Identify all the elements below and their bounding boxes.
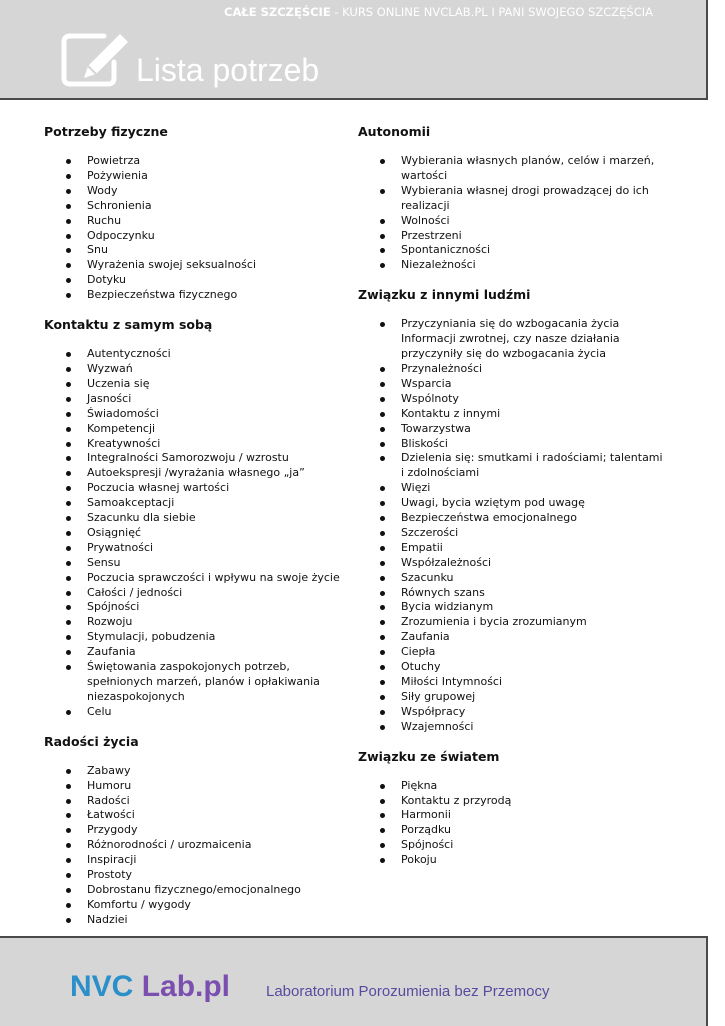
list-item: Spójności: [44, 600, 354, 615]
list-item: Prywatności: [44, 541, 354, 556]
list-item: Wzajemności: [358, 720, 668, 735]
list-item: Integralności Samorozwoju / wzrostu: [44, 451, 354, 466]
list-item: Spójności: [358, 838, 668, 853]
list-item: Dotyku: [44, 273, 354, 288]
list-item: Wyzwań: [44, 362, 354, 377]
header-course-text: - KURS ONLINE NVCLAB.PL I PANI SWOJEGO SZCZĘŚCIA: [330, 5, 654, 19]
needs-list: [358, 317, 668, 734]
list-item: Przestrzeni: [358, 229, 668, 244]
header-course-line: [224, 5, 653, 19]
list-item: Kompetencji: [44, 422, 354, 437]
list-item: Otuchy: [358, 660, 668, 675]
list-item: Rozwoju: [44, 615, 354, 630]
needs-list: [358, 779, 668, 868]
list-item: Różnorodności / urozmaicenia: [44, 838, 354, 853]
list-item: Poczucia sprawczości i wpływu na swoje życie: [44, 571, 354, 586]
list-item: Samoakceptacji: [44, 496, 354, 511]
list-item: Radości: [44, 794, 354, 809]
page-footer: [0, 936, 708, 1026]
section-title: Związku z innymi ludźmi: [358, 287, 531, 303]
list-item: Odpoczynku: [44, 229, 354, 244]
list-item: Komfortu / wygody: [44, 898, 354, 913]
list-item: Wybierania własnych planów, celów i marzeń, wartości: [358, 154, 668, 184]
list-item: Inspiracji: [44, 853, 354, 868]
list-item: Empatii: [358, 541, 668, 556]
list-item: Całości / jedności: [44, 586, 354, 601]
list-item: Zabawy: [44, 764, 354, 779]
right-column: [358, 124, 668, 882]
list-item: Zaufania: [358, 630, 668, 645]
section-title: Kontaktu z samym sobą: [44, 317, 213, 333]
list-item: Pokoju: [358, 853, 668, 868]
list-item: Wolności: [358, 214, 668, 229]
list-item: Wsparcia: [358, 377, 668, 392]
section-self-connection: [44, 317, 354, 720]
page-title: Lista potrzeb: [136, 52, 320, 88]
list-item: Ruchu: [44, 214, 354, 229]
list-item: Uczenia się: [44, 377, 354, 392]
list-item: Wspólnoty: [358, 392, 668, 407]
list-item: Łatwości: [44, 808, 354, 823]
list-item: Wody: [44, 184, 354, 199]
logo-part-nvc: NVC: [70, 970, 142, 1003]
list-item: Szczerości: [358, 526, 668, 541]
list-item: Przygody: [44, 823, 354, 838]
list-item: Wybierania własnej drogi prowadzącej do ich realizacji: [358, 184, 668, 214]
list-item: Równych szans: [358, 586, 668, 601]
list-item: Wyrażenia swojej seksualności: [44, 258, 354, 273]
list-item: Przyczyniania się do wzbogacania życia Informacji zwrotnej, czy nasze działania przyczyniły się do wzbogacania życia: [358, 317, 668, 362]
section-joy-of-life: [44, 734, 354, 928]
list-item: Współzależności: [358, 556, 668, 571]
section-title: Związku ze światem: [358, 748, 500, 764]
section-physical: [44, 124, 354, 303]
list-item: Bezpieczeństwa fizycznego: [44, 288, 354, 303]
list-item: Więzi: [358, 481, 668, 496]
list-item: Bezpieczeństwa emocjonalnego: [358, 511, 668, 526]
header-brand: CAŁE SZCZĘŚCIE: [224, 5, 331, 19]
needs-list: [44, 764, 354, 928]
list-item: Celu: [44, 705, 354, 720]
list-item: Kontaktu z przyrodą: [358, 794, 668, 809]
list-item: Świętowania zaspokojonych potrzeb, spełnionych marzeń, planów i opłakiwania niezaspokojonych: [44, 660, 354, 705]
list-item: Piękna: [358, 779, 668, 794]
list-item: Pożywienia: [44, 169, 354, 184]
list-item: Sensu: [44, 556, 354, 571]
list-item: Uwagi, bycia wziętym pod uwagę: [358, 496, 668, 511]
list-item: Autoekspresji /wyrażania własnego „ja”: [44, 466, 354, 481]
needs-list: [358, 154, 668, 273]
list-item: Poczucia własnej wartości: [44, 481, 354, 496]
list-item: Stymulacji, pobudzenia: [44, 630, 354, 645]
list-item: Bycia widzianym: [358, 600, 668, 615]
list-item: Dzielenia się: smutkami i radościami; talentami i zdolnościami: [358, 451, 668, 481]
list-item: Autentyczności: [44, 347, 354, 362]
list-item: Towarzystwa: [358, 422, 668, 437]
needs-list: [44, 154, 354, 303]
section-title: Autonomii: [358, 124, 431, 139]
list-item: Miłości Intymności: [358, 675, 668, 690]
page-header: [0, 0, 708, 100]
list-item: Niezależności: [358, 258, 668, 273]
list-item: Zaufania: [44, 645, 354, 660]
list-item: Świadomości: [44, 407, 354, 422]
list-item: Kontaktu z innymi: [358, 407, 668, 422]
list-item: Ciepła: [358, 645, 668, 660]
footer-tagline: Laboratorium Porozumienia bez Przemocy: [266, 983, 550, 1000]
list-item: Siły grupowej: [358, 690, 668, 705]
needs-list: [44, 347, 354, 720]
list-item: Dobrostanu fizycznego/emocjonalnego: [44, 883, 354, 898]
list-item: Szacunku dla siebie: [44, 511, 354, 526]
list-item: Szacunku: [358, 571, 668, 586]
left-column: [44, 124, 354, 942]
list-item: Jasności: [44, 392, 354, 407]
list-item: Nadziei: [44, 913, 354, 928]
logo-part-lab: Lab.pl: [141, 970, 231, 1003]
section-autonomy: [358, 124, 668, 273]
list-item: Powietrza: [44, 154, 354, 169]
list-item: Harmonii: [358, 808, 668, 823]
section-connection-with-world: [358, 749, 668, 868]
nvclab-logo: [70, 970, 230, 1004]
section-title: Radości życia: [44, 733, 139, 749]
list-item: Prostoty: [44, 868, 354, 883]
list-item: Współpracy: [358, 705, 668, 720]
list-item: Humoru: [44, 779, 354, 794]
edit-icon: [60, 30, 132, 88]
list-item: Kreatywności: [44, 437, 354, 452]
list-item: Przynależności: [358, 362, 668, 377]
list-item: Porządku: [358, 823, 668, 838]
section-title: Potrzeby fizyczne: [44, 124, 168, 139]
list-item: Zrozumienia i bycia zrozumianym: [358, 615, 668, 630]
section-connection-with-others: [358, 287, 668, 734]
list-item: Spontaniczności: [358, 243, 668, 258]
list-item: Snu: [44, 243, 354, 258]
list-item: Schronienia: [44, 199, 354, 214]
list-item: Osiągnięć: [44, 526, 354, 541]
list-item: Bliskości: [358, 437, 668, 452]
